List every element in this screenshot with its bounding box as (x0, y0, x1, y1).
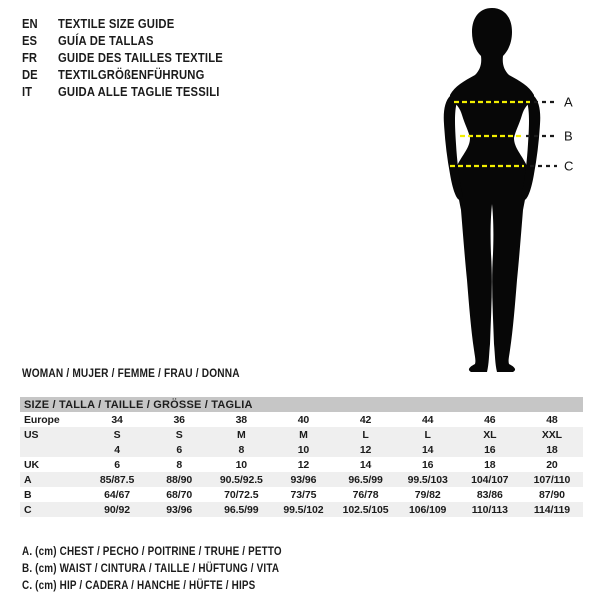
table-cell: 93/96 (166, 503, 193, 516)
table-row-us-letter (20, 427, 583, 442)
table-cell: 18 (546, 443, 558, 456)
language-code: DE (22, 67, 38, 82)
language-row-fr (22, 49, 223, 66)
table-cell: 99.5/102 (283, 503, 324, 516)
table-cell: 90.5/92.5 (219, 473, 263, 486)
language-code: EN (22, 16, 38, 31)
table-cell: 110/113 (471, 503, 508, 516)
table-cell: 8 (238, 443, 245, 456)
table-cell: S (113, 428, 121, 441)
chest-measure-label: A (564, 94, 573, 110)
legend-hip: C. (cm) HIP / CADERA / HANCHE / HÜFTE / HIPS (22, 579, 256, 592)
table-cell: 4 (114, 443, 120, 456)
language-code: ES (22, 33, 38, 48)
table-cell: 87/90 (539, 488, 565, 501)
table-cell: 12 (297, 458, 310, 471)
table-cell: 88/90 (166, 473, 193, 486)
table-cell: 38 (235, 413, 248, 426)
table-cell: XXL (541, 428, 562, 441)
table-cell: 106/109 (409, 503, 447, 516)
table-row-chest (20, 472, 583, 487)
table-cell: 107/110 (533, 473, 571, 486)
table-cell: 83/86 (476, 488, 503, 501)
table-cell: 10 (297, 443, 310, 456)
table-cell: 16 (421, 458, 434, 471)
section-title: WOMAN / MUJER / FEMME / FRAU / DONNA (22, 368, 240, 380)
table-row-us-numeric (20, 442, 583, 457)
table-row-europe (20, 412, 583, 427)
row-label: Europe (24, 413, 60, 426)
table-cell: M (236, 428, 246, 441)
waist-measure-label: B (564, 128, 573, 144)
table-cell: 96.5/99 (348, 473, 383, 486)
table-cell: 6 (176, 443, 183, 456)
measurement-legend (22, 543, 282, 594)
table-cell: 12 (359, 443, 372, 456)
table-cell: 73/75 (290, 488, 317, 501)
woman-left-arm (444, 96, 463, 200)
table-cell: XL (483, 428, 497, 441)
language-title: GUÍA DE TALLAS (58, 33, 154, 48)
row-label: B (24, 488, 32, 501)
table-row-waist (20, 487, 583, 502)
table-row-hip (20, 502, 583, 517)
size-table-header: SIZE / TALLA / TAILLE / GRÖSSE / TAGLIA (20, 397, 583, 412)
language-code: FR (22, 50, 38, 65)
woman-silhouette-figure (400, 0, 600, 380)
woman-right-arm (522, 96, 541, 200)
hip-measure-label: C (564, 158, 574, 174)
table-cell: 10 (235, 458, 248, 471)
table-cell: 46 (484, 413, 496, 426)
table-cell: 90/92 (104, 503, 130, 516)
language-row-de (22, 66, 223, 83)
row-label: A (24, 473, 32, 486)
table-cell: 93/96 (290, 473, 317, 486)
language-title: TEXTILGRÖßENFÜHRUNG (58, 67, 205, 82)
size-table (20, 397, 583, 517)
table-cell: 114/119 (533, 503, 570, 516)
table-cell: 104/107 (471, 473, 509, 486)
language-code: IT (22, 84, 32, 99)
table-cell: L (424, 428, 431, 441)
language-row-es (22, 32, 223, 49)
table-cell: 36 (173, 413, 185, 426)
woman-silhouette (450, 8, 534, 372)
table-cell: 99.5/103 (407, 473, 448, 486)
row-label: C (24, 503, 32, 516)
language-title: GUIDE DES TAILLES TEXTILE (58, 50, 223, 65)
language-title: TEXTILE SIZE GUIDE (58, 16, 175, 31)
table-cell: 44 (421, 413, 434, 426)
row-label: UK (24, 458, 39, 471)
table-cell: 96.5/99 (224, 503, 259, 516)
table-cell: 76/78 (352, 488, 379, 501)
table-cell: 18 (484, 458, 496, 471)
table-cell: 42 (359, 413, 372, 426)
table-cell: 6 (114, 458, 120, 471)
table-cell: S (175, 428, 183, 441)
language-row-en (22, 15, 223, 32)
table-cell: M (299, 428, 308, 441)
language-row-it (22, 83, 223, 100)
table-cell: 102.5/105 (342, 503, 389, 516)
legend-waist: B. (cm) WAIST / CINTURA / TAILLE / HÜFTUNG / VITA (22, 562, 280, 575)
language-title-block (22, 15, 223, 100)
table-cell: 85/87.5 (99, 473, 135, 486)
legend-chest: A. (cm) CHEST / PECHO / POITRINE / TRUHE / PETTO (22, 545, 282, 558)
table-cell: 48 (546, 413, 558, 426)
table-cell: 14 (359, 458, 372, 471)
table-cell: 40 (297, 413, 310, 426)
table-cell: 64/67 (104, 488, 130, 501)
table-cell: 14 (421, 443, 434, 456)
table-cell: 70/72.5 (224, 488, 259, 501)
table-cell: 8 (176, 458, 183, 471)
row-label: US (24, 428, 39, 441)
table-cell: 79/82 (414, 488, 441, 501)
language-title: GUIDA ALLE TAGLIE TESSILI (58, 84, 220, 99)
table-cell: L (362, 428, 369, 441)
table-cell: 68/70 (166, 488, 193, 501)
table-row-uk (20, 457, 583, 472)
table-cell: 34 (111, 413, 123, 426)
table-cell: 20 (546, 458, 558, 471)
table-cell: 16 (484, 443, 496, 456)
